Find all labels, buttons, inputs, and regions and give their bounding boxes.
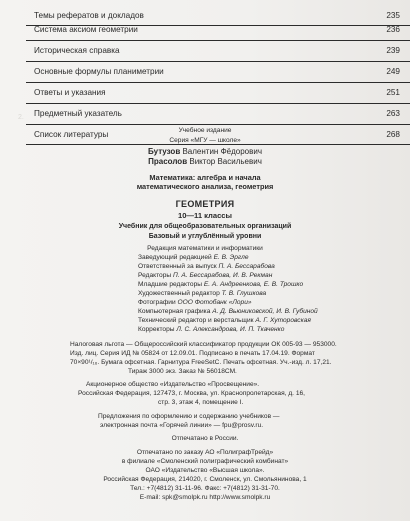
tax-line: Налоговая льгота — Общероссийский классификатор продукции ОК 005-93 — 953000.	[70, 341, 337, 348]
staff-name: А. Г. Хуторовская	[255, 317, 311, 324]
staff-name: ООО Фотобанк «Лори»	[177, 299, 252, 306]
author-1	[0, 147, 410, 157]
toc-item[interactable]	[26, 23, 410, 37]
tax-line: Тираж 3000 экз. Заказ № 56018СМ.	[128, 368, 237, 375]
toc-item-page: 235	[386, 11, 400, 20]
toc-item-title: Основные формулы планиметрии	[34, 67, 164, 76]
printer-line: ОАО «Издательство «Высшая школа».	[145, 467, 265, 474]
toc-item[interactable]	[26, 44, 410, 58]
subject-title: ГЕОМЕТРИЯ	[175, 199, 235, 209]
staff-role: Заведующий редакцией	[138, 254, 212, 261]
printer-line: в филиале «Смоленский полиграфический комбинат»	[121, 458, 289, 465]
tax-line: Изд. лиц. Серия ИД № 05824 от 12.09.01. Подписано в печать 17.04.19. Формат	[70, 350, 315, 357]
book-title-line-1: Математика: алгебра и начала	[149, 173, 261, 182]
staff-role: Компьютерная графика	[138, 308, 211, 315]
purpose: Учебник для общеобразовательных организаций	[118, 223, 292, 230]
staff-credit	[138, 308, 318, 316]
staff-role: Технический редактор и верстальщик	[138, 317, 254, 324]
toc-item[interactable]	[26, 107, 410, 121]
tax-line: 70×90¹/₁₆. Бумага офсетная. Гарнитура FreeSetC. Печать офсетная. Уч.-изд. л. 17,21.	[70, 359, 332, 366]
edition-type: Учебное издание	[178, 127, 232, 134]
staff-name: П. А. Бессарабова, И. В. Рекман	[172, 272, 273, 279]
staff-role: Редакторы	[138, 272, 172, 279]
staff-credit	[138, 326, 284, 334]
table-of-contents	[26, 9, 410, 142]
toc-item-page: 268	[386, 130, 400, 139]
toc-item-title: Система аксиом геометрии	[34, 25, 138, 34]
printer-line: Тел.: +7(4812) 31-11-96. Факс: +7(4812) 31-31-70.	[130, 485, 280, 492]
bleed-through-mark: 2.	[18, 114, 24, 121]
toc-item-title: Историческая справка	[34, 46, 120, 55]
toc-item-title: Ответы и указания	[34, 88, 106, 97]
editorial-office: Редакция математики и информатики	[147, 245, 263, 252]
printer-line: Российская Федерация, 214020, г. Смоленск, ул. Смольянинова, 1	[103, 476, 307, 483]
staff-name: Л. С. Александрова, И. П. Ткаченко	[176, 326, 285, 333]
printer-contact-line[interactable]: E-mail: spk@smolpk.ru http://www.smolpk.ru	[139, 494, 271, 501]
printed-in: Отпечатано в России.	[171, 435, 239, 442]
author-2	[0, 157, 410, 167]
staff-credit	[138, 317, 311, 325]
staff-credit	[138, 290, 266, 298]
staff-credit	[138, 299, 252, 307]
grades: 10—11 классы	[177, 211, 233, 220]
publisher-line: Акционерное общество «Издательство «Просвещение».	[86, 381, 260, 388]
staff-role: Корректоры	[138, 326, 175, 333]
staff-name: Е. А. Андреенкова, Е. В. Трошко	[203, 281, 304, 288]
publisher-line: стр. 3, этаж 4, помещение I.	[158, 399, 244, 406]
toc-item[interactable]	[26, 65, 410, 79]
feedback-line: Предложения по оформлению и содержанию учебников —	[98, 413, 280, 420]
feedback-line: электронная почта «Горячей линии» — fpu@prosv.ru.	[100, 422, 264, 429]
toc-item-title: Темы рефератов и докладов	[34, 11, 144, 20]
staff-credit	[138, 254, 249, 262]
staff-role: Младшие редакторы	[138, 281, 203, 288]
staff-credit	[138, 272, 272, 280]
staff-credit	[138, 263, 275, 271]
staff-credit	[138, 281, 303, 289]
staff-name: П. А. Бессарабова	[218, 263, 275, 270]
toc-item[interactable]	[26, 86, 410, 100]
staff-name: Т. В. Глушкова	[221, 290, 267, 297]
toc-item-page: 249	[386, 67, 400, 76]
publisher-line: Российская Федерация, 127473, г. Москва, ул. Краснопролетарская, д. 16,	[78, 390, 305, 397]
level: Базовый и углублённый уровни	[148, 233, 262, 240]
toc-item-title: Предметный указатель	[34, 109, 122, 118]
staff-role: Фотографии	[138, 299, 176, 306]
staff-role: Ответственный за выпуск	[138, 263, 217, 270]
toc-item-page: 263	[386, 109, 400, 118]
toc-item-page: 251	[386, 88, 400, 97]
author-2-surname: Прасолов	[148, 157, 188, 166]
author-1-name: Валентин Фёдорович	[182, 147, 262, 156]
staff-name: Е. В. Эргле	[213, 254, 249, 261]
toc-item[interactable]	[26, 9, 410, 23]
toc-item-page: 239	[386, 46, 400, 55]
toc-item-page: 236	[386, 25, 400, 34]
author-2-name: Виктор Васильевич	[189, 157, 262, 166]
printer-line: Отпечатано по заказу АО «ПолиграфТрейд»	[136, 449, 274, 456]
staff-name: А. Д. Вьюниковской, И. В. Губиной	[212, 308, 318, 315]
author-1-surname: Бутузов	[148, 147, 181, 156]
series: Серия «МГУ — школе»	[169, 137, 241, 144]
book-title-line-2: математического анализа, геометрия	[136, 182, 274, 191]
staff-role: Художественный редактор	[138, 290, 220, 297]
toc-item-title: Список литературы	[34, 130, 109, 139]
